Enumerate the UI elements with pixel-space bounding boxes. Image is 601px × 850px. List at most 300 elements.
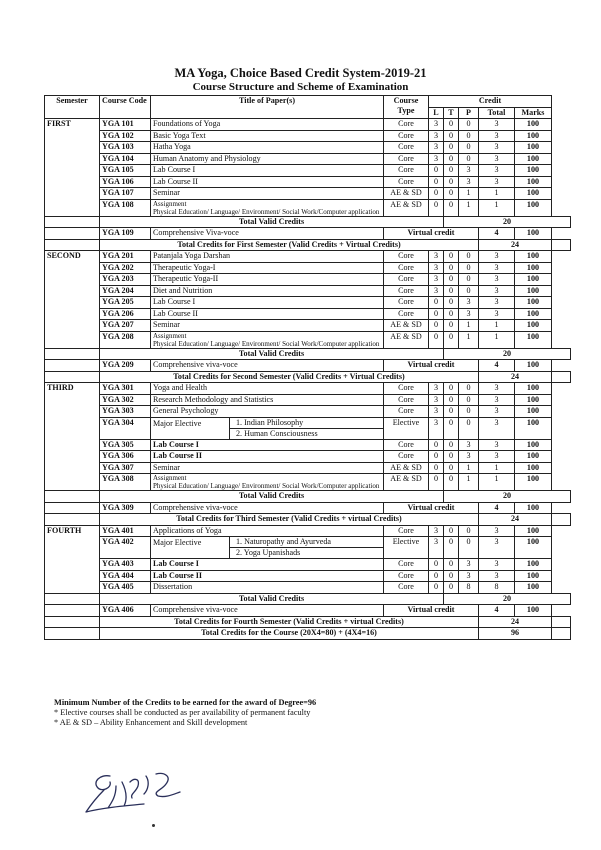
cell-t: 0: [444, 474, 459, 491]
cell-t: 0: [444, 331, 459, 348]
credit-p: 0: [459, 262, 479, 274]
cell-l: 3: [429, 537, 444, 559]
credit-p: 3: [459, 439, 479, 451]
course-title: Lab Course I: [151, 297, 384, 309]
course-type: Core: [384, 153, 429, 165]
course-title: Lab Course II: [151, 308, 384, 320]
abbreviation-footnote: * AE & SD – Ability Enhancement and Skill development: [54, 718, 248, 727]
course-type: Core: [384, 274, 429, 286]
course-code: YGA 307: [100, 462, 151, 474]
credit-total: 8: [479, 582, 515, 594]
elective-option: 2. Yoga Upanishads: [236, 548, 301, 557]
credit-p: 0: [459, 251, 479, 263]
empty-cell: [552, 514, 571, 526]
cell-total: 3: [479, 417, 515, 439]
course-type: Core: [384, 383, 429, 395]
ink-dot: [152, 824, 155, 827]
course-code: YGA 205: [100, 297, 151, 309]
credit-total: 3: [479, 142, 515, 154]
credit-total: 3: [479, 130, 515, 142]
credit-l: 0: [429, 559, 444, 571]
course-code: YGA 201: [100, 251, 151, 263]
credit-total: 3: [479, 451, 515, 463]
course-code: YGA 209: [100, 360, 151, 372]
credit-l: 3: [429, 130, 444, 142]
course-code: YGA 208: [100, 331, 151, 348]
table-row: [45, 130, 571, 142]
credit-total: 4: [479, 605, 515, 617]
semester-total-value: 24: [479, 514, 552, 526]
header-course-type: Course Type: [384, 96, 429, 119]
course-type: Core: [384, 525, 429, 537]
course-code: YGA 206: [100, 308, 151, 320]
course-title: Comprehensive viva-voce: [151, 360, 384, 372]
table-row: [45, 142, 571, 154]
course-code: YGA 109: [100, 228, 151, 240]
credit-l: 0: [429, 176, 444, 188]
valid-credits-row: [45, 216, 571, 228]
assignment-title: Assignment: [153, 331, 187, 340]
course-code: YGA 204: [100, 285, 151, 297]
credit-t: 0: [444, 525, 459, 537]
credit-total: 4: [479, 502, 515, 514]
virtual-credit-label: Virtual credit: [384, 228, 479, 240]
credit-p: 0: [459, 285, 479, 297]
empty-cell: [45, 360, 100, 372]
course-title: Therapeutic Yoga-I: [151, 262, 384, 274]
course-title: Seminar: [151, 188, 384, 200]
course-code: YGA 302: [100, 394, 151, 406]
credit-l: 3: [429, 262, 444, 274]
course-title: Yoga and Health: [151, 383, 384, 395]
course-title: Seminar: [151, 462, 384, 474]
header-row-1: [45, 96, 571, 108]
elective-wrap: [151, 418, 383, 439]
credit-l: 3: [429, 394, 444, 406]
credit-p: 3: [459, 176, 479, 188]
valid-credits-row: [45, 348, 571, 360]
credit-t: 0: [444, 570, 459, 582]
marks: 100: [515, 502, 552, 514]
empty-cell: [45, 616, 100, 628]
header-credit: Credit: [429, 96, 552, 108]
credit-t: 0: [444, 142, 459, 154]
marks: 100: [515, 285, 552, 297]
empty-cell: [552, 239, 571, 251]
course-total-value: 96: [479, 628, 552, 640]
course-title: Research Methodology and Statistics: [151, 394, 384, 406]
course-type: AE & SD: [384, 320, 429, 332]
empty-cell: [552, 628, 571, 640]
marks: 100: [515, 383, 552, 395]
credit-l: 3: [429, 274, 444, 286]
course-title-cell: [151, 331, 384, 348]
credit-total: 3: [479, 165, 515, 177]
credit-t: 0: [444, 153, 459, 165]
semester-total-row: [45, 371, 571, 383]
course-title: Comprehensive viva-voce: [151, 502, 384, 514]
course-code: YGA 304: [100, 417, 151, 439]
credit-total: 4: [479, 228, 515, 240]
table-row: [45, 251, 571, 263]
course-code: YGA 107: [100, 188, 151, 200]
credit-l: 0: [429, 462, 444, 474]
empty-cell: [45, 371, 100, 383]
header-t: T: [444, 107, 459, 119]
page-title: MA Yoga, Choice Based Credit System-2019-21: [174, 66, 427, 80]
table-row: [45, 570, 571, 582]
credit-total: 3: [479, 285, 515, 297]
cell-total: 1: [479, 331, 515, 348]
cell-total: 1: [479, 199, 515, 216]
credit-t: 0: [444, 297, 459, 309]
course-type: Core: [384, 262, 429, 274]
marks: 100: [515, 582, 552, 594]
marks: 100: [515, 474, 552, 491]
credit-p: 3: [459, 297, 479, 309]
header-title: Title of Paper(s): [151, 96, 384, 119]
elective-options: [229, 537, 383, 558]
marks: 100: [515, 119, 552, 131]
course-type: Core: [384, 176, 429, 188]
credit-t: 0: [444, 165, 459, 177]
cell-type: AE & SD: [384, 199, 429, 216]
table-row: [45, 165, 571, 177]
cell-type: Elective: [384, 537, 429, 559]
marks: 100: [515, 153, 552, 165]
header-p: P: [459, 107, 479, 119]
assignment-row: [45, 199, 571, 216]
credit-t: 0: [444, 130, 459, 142]
credit-p: 0: [459, 274, 479, 286]
empty-cell: [45, 491, 100, 503]
marks: 100: [515, 417, 552, 439]
credit-l: 3: [429, 525, 444, 537]
credit-t: 0: [444, 251, 459, 263]
credit-p: 0: [459, 130, 479, 142]
course-code: YGA 102: [100, 130, 151, 142]
course-type: Core: [384, 559, 429, 571]
course-title: Hatha Yoga: [151, 142, 384, 154]
course-title: Lab Course I: [151, 559, 384, 571]
cell-type: Elective: [384, 417, 429, 439]
course-code: YGA 402: [100, 537, 151, 559]
table-row: [45, 176, 571, 188]
cell-p: 1: [459, 199, 479, 216]
credit-p: 8: [459, 582, 479, 594]
semester-total-label: Total Credits for Third Semester (Valid Credits + virtual Credits): [100, 514, 479, 526]
marks: 100: [515, 251, 552, 263]
semester-total-value: 24: [479, 371, 552, 383]
marks: 100: [515, 559, 552, 571]
credit-t: 0: [444, 188, 459, 200]
table-row: [45, 525, 571, 537]
credit-l: 3: [429, 285, 444, 297]
credit-l: 3: [429, 153, 444, 165]
marks: 100: [515, 228, 552, 240]
credit-l: 0: [429, 308, 444, 320]
virtual-credit-label: Virtual credit: [384, 605, 479, 617]
table-row: [45, 320, 571, 332]
course-type: AE & SD: [384, 188, 429, 200]
credit-total: 3: [479, 525, 515, 537]
credit-total: 3: [479, 251, 515, 263]
elective-row: [45, 417, 571, 439]
cell-p: 1: [459, 331, 479, 348]
credit-t: 0: [444, 451, 459, 463]
course-title: Lab Course II: [151, 451, 384, 463]
course-type: Core: [384, 406, 429, 418]
credit-l: 0: [429, 297, 444, 309]
course-type: Core: [384, 308, 429, 320]
course-title: Comprehensive Viva-voce: [151, 228, 384, 240]
elective-footnote: * Elective courses shall be conducted as per availability of permanent faculty: [54, 708, 311, 717]
credit-total: 1: [479, 462, 515, 474]
marks: 100: [515, 525, 552, 537]
course-code: YGA 403: [100, 559, 151, 571]
course-title: Foundations of Yoga: [151, 119, 384, 131]
table-row: [45, 451, 571, 463]
credit-total: 3: [479, 153, 515, 165]
credit-t: 0: [444, 582, 459, 594]
credit-t: 0: [444, 285, 459, 297]
viva-row: [45, 605, 571, 617]
marks: 100: [515, 142, 552, 154]
credit-total: 3: [479, 262, 515, 274]
credit-p: 3: [459, 559, 479, 571]
semester-total-row: [45, 616, 571, 628]
credit-p: 0: [459, 119, 479, 131]
assignment-options: Physical Education/ Language/ Environment/ Social Work/Computer application: [153, 207, 380, 216]
marks: 100: [515, 130, 552, 142]
assignment-row: [45, 474, 571, 491]
course-total-row: [45, 628, 571, 640]
credit-l: 3: [429, 383, 444, 395]
marks: 100: [515, 462, 552, 474]
table-row: [45, 262, 571, 274]
valid-credits-value: 20: [444, 491, 571, 503]
course-title: Seminar: [151, 320, 384, 332]
empty-cell: [45, 502, 100, 514]
elective-title: Major Elective: [153, 418, 202, 428]
valid-credits-value: 20: [444, 216, 571, 228]
credit-t: 0: [444, 462, 459, 474]
valid-credits-label: Total Valid Credits: [100, 593, 444, 605]
course-code: YGA 203: [100, 274, 151, 286]
empty-cell: [552, 371, 571, 383]
credit-p: 3: [459, 308, 479, 320]
course-code: YGA 106: [100, 176, 151, 188]
semester-total-label: Total Credits for First Semester (Valid Credits + Virtual Credits): [100, 239, 479, 251]
course-code: YGA 406: [100, 605, 151, 617]
course-type: Core: [384, 394, 429, 406]
semester-total-row: [45, 514, 571, 526]
course-type: Core: [384, 451, 429, 463]
cell-total: 3: [479, 537, 515, 559]
course-type: Core: [384, 582, 429, 594]
course-type: Core: [384, 142, 429, 154]
table-row: [45, 119, 571, 131]
marks: 100: [515, 188, 552, 200]
credit-total: 3: [479, 297, 515, 309]
semester-total-row: [45, 239, 571, 251]
table-row: [45, 274, 571, 286]
marks: 100: [515, 331, 552, 348]
marks: 100: [515, 605, 552, 617]
empty-cell: [45, 348, 100, 360]
credit-t: 0: [444, 406, 459, 418]
credit-p: 1: [459, 462, 479, 474]
course-title: Lab Course II: [151, 176, 384, 188]
course-title: General Psychology: [151, 406, 384, 418]
viva-row: [45, 502, 571, 514]
assignment-row: [45, 331, 571, 348]
credit-t: 0: [444, 262, 459, 274]
virtual-credit-label: Virtual credit: [384, 502, 479, 514]
semester-name: SECOND: [45, 251, 100, 349]
assignment-options: Physical Education/ Language/ Environment/ Social Work/Computer application: [153, 482, 380, 490]
course-structure-table: [44, 95, 571, 640]
course-code: YGA 104: [100, 153, 151, 165]
cell-t: 0: [444, 199, 459, 216]
credit-l: 3: [429, 119, 444, 131]
marks: 100: [515, 165, 552, 177]
course-type: Core: [384, 570, 429, 582]
credit-t: 0: [444, 559, 459, 571]
course-code: YGA 105: [100, 165, 151, 177]
valid-credits-value: 20: [444, 593, 571, 605]
cell-l: 0: [429, 474, 444, 491]
course-code: YGA 308: [100, 474, 151, 491]
course-type: Core: [384, 439, 429, 451]
credit-total: 3: [479, 394, 515, 406]
marks: 100: [515, 308, 552, 320]
course-title-cell: [151, 417, 384, 439]
semester-total-label: Total Credits for Fourth Semester (Valid Credits + virtual Credits): [100, 616, 479, 628]
course-code: YGA 405: [100, 582, 151, 594]
course-title: Lab Course II: [151, 570, 384, 582]
course-type: Core: [384, 285, 429, 297]
credit-total: 3: [479, 274, 515, 286]
cell-t: 0: [444, 537, 459, 559]
marks: 100: [515, 537, 552, 559]
empty-cell: [45, 239, 100, 251]
credit-p: 0: [459, 383, 479, 395]
marks: 100: [515, 570, 552, 582]
course-type: AE & SD: [384, 462, 429, 474]
credit-l: 3: [429, 406, 444, 418]
table-row: [45, 308, 571, 320]
credit-total: 3: [479, 119, 515, 131]
table-row: [45, 285, 571, 297]
credit-l: 3: [429, 142, 444, 154]
valid-credits-label: Total Valid Credits: [100, 216, 444, 228]
table-row: [45, 462, 571, 474]
viva-row: [45, 360, 571, 372]
course-code: YGA 207: [100, 320, 151, 332]
marks: 100: [515, 406, 552, 418]
header-total: Total: [479, 107, 515, 119]
header-course-code: Course Code: [100, 96, 151, 119]
cell-type: AE & SD: [384, 474, 429, 491]
course-code: YGA 103: [100, 142, 151, 154]
credit-p: 3: [459, 451, 479, 463]
marks: 100: [515, 360, 552, 372]
elective-option: 1. Naturopathy and Ayurveda: [230, 537, 383, 548]
course-title-cell: [151, 537, 384, 559]
empty-cell: [45, 593, 100, 605]
credit-total: 3: [479, 308, 515, 320]
table-row: [45, 394, 571, 406]
credit-p: 3: [459, 165, 479, 177]
credit-total: 3: [479, 406, 515, 418]
course-code: YGA 202: [100, 262, 151, 274]
course-total-label: Total Credits for the Course (20X4=80) + (4X4=16): [100, 628, 479, 640]
course-title: Diet and Nutrition: [151, 285, 384, 297]
credit-total: 4: [479, 360, 515, 372]
assignment-title: Assignment: [153, 199, 187, 208]
credit-p: 1: [459, 188, 479, 200]
credit-t: 0: [444, 320, 459, 332]
course-title: Applications of Yoga: [151, 525, 384, 537]
course-code: YGA 306: [100, 451, 151, 463]
semester-total-value: 24: [479, 616, 552, 628]
course-title: Comprehensive viva-voce: [151, 605, 384, 617]
course-title-cell: [151, 199, 384, 216]
course-code: YGA 401: [100, 525, 151, 537]
credit-t: 0: [444, 119, 459, 131]
credit-t: 0: [444, 394, 459, 406]
assignment-title: Assignment: [153, 474, 187, 482]
table-row: [45, 383, 571, 395]
course-type: Core: [384, 251, 429, 263]
credit-total: 3: [479, 383, 515, 395]
credit-t: 0: [444, 383, 459, 395]
elective-wrap: [151, 537, 383, 558]
elective-option: 2. Human Consciousness: [236, 428, 318, 438]
valid-credits-row: [45, 491, 571, 503]
signature-icon: [82, 768, 192, 820]
empty-cell: [45, 216, 100, 228]
credit-t: 0: [444, 274, 459, 286]
credit-t: 0: [444, 439, 459, 451]
course-code: YGA 101: [100, 119, 151, 131]
elective-option: 1. Indian Philosophy: [230, 418, 383, 429]
marks: 100: [515, 262, 552, 274]
course-type: Core: [384, 119, 429, 131]
cell-l: 0: [429, 331, 444, 348]
cell-total: 1: [479, 474, 515, 491]
empty-cell: [45, 514, 100, 526]
credit-t: 0: [444, 176, 459, 188]
course-code: YGA 301: [100, 383, 151, 395]
table-row: [45, 188, 571, 200]
credit-l: 0: [429, 320, 444, 332]
cell-l: 0: [429, 199, 444, 216]
valid-credits-label: Total Valid Credits: [100, 348, 444, 360]
elective-options: [229, 418, 383, 439]
course-type: Core: [384, 130, 429, 142]
course-code: YGA 108: [100, 199, 151, 216]
cell-t: 0: [444, 417, 459, 439]
assignment-options: Physical Education/ Language/ Environment/ Social Work/Computer application: [153, 339, 380, 348]
marks: 100: [515, 274, 552, 286]
credit-l: 0: [429, 188, 444, 200]
marks: 100: [515, 320, 552, 332]
course-title: Lab Course I: [151, 165, 384, 177]
table-row: [45, 582, 571, 594]
credit-p: 1: [459, 320, 479, 332]
